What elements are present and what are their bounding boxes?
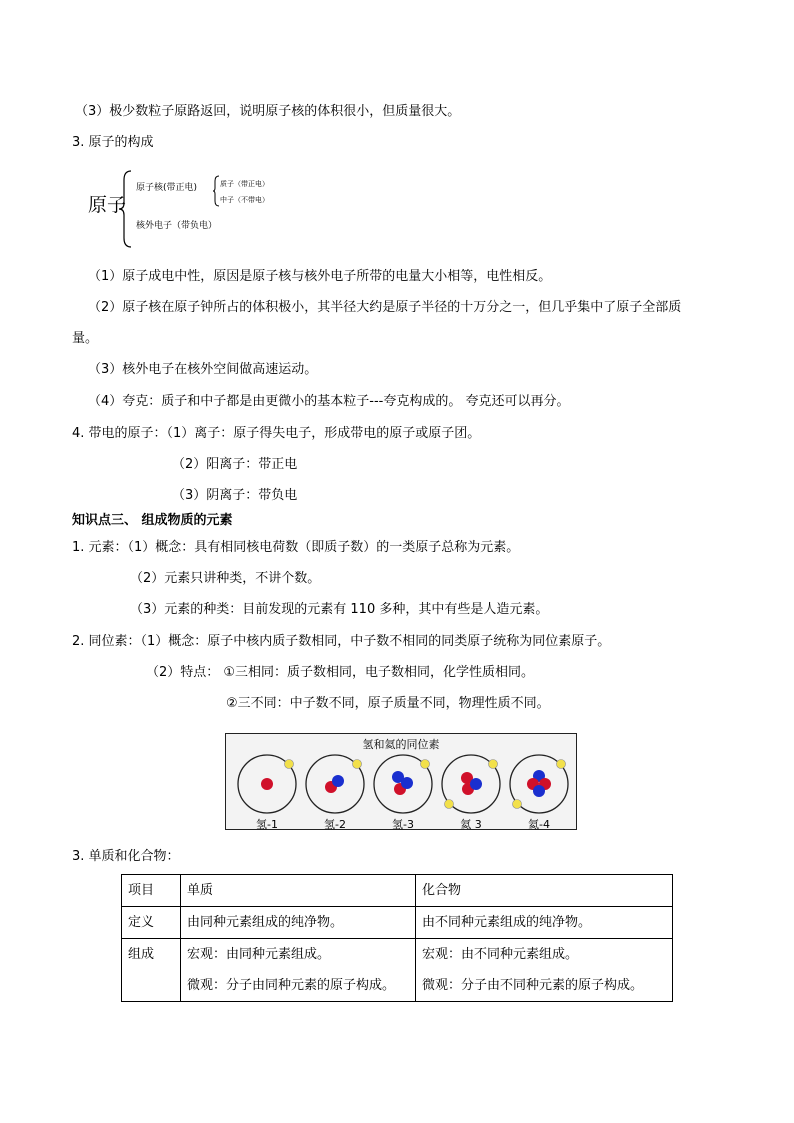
table-cell: 由同种元素组成的纯净物。 <box>181 907 416 939</box>
atom-hydrogen-2 <box>302 751 368 817</box>
line-anion: （3）阴离子：带负电 <box>172 488 298 503</box>
line-atom-3: （3）核外电子在核外空间做高速运动。 <box>88 362 318 377</box>
atom-label: 氢-1 <box>256 818 278 831</box>
line-substances-heading: 3. 单质和化合物： <box>72 849 180 864</box>
big-brace-icon <box>118 170 132 248</box>
table-cell: 定义 <box>122 907 181 939</box>
small-brace-icon <box>212 175 220 207</box>
heading-atom-structure: 3. 原子的构成 <box>72 135 154 150</box>
electron-label: 核外电子（带负电） <box>136 221 218 231</box>
atom-label: 氦-4 <box>528 818 550 831</box>
line-isotope-2: （2）特点： ①三相同：质子数相同，电子数相同，化学性质相同。 <box>146 665 535 680</box>
line-element-2: （2）元素只讲种类，不讲个数。 <box>130 571 321 586</box>
proton-label: 质子（带正电） <box>220 180 269 188</box>
atom-label: 氦 3 <box>460 818 482 831</box>
table-header-cell: 项目 <box>122 875 181 907</box>
atom-hydrogen-3-icon <box>370 751 436 817</box>
substance-comparison-table <box>121 874 673 1002</box>
line-rutherford-3: （3）极少数粒子原路返回，说明原子核的体积很小，但质量很大。 <box>75 104 461 119</box>
line-element-1: 1. 元素：（1）概念：具有相同核电荷数（即质子数）的一类原子总称为元素。 <box>72 540 520 555</box>
isotope-figure-title: 氢和氦的同位素 <box>362 738 440 751</box>
table-row <box>122 939 673 1002</box>
atom-label: 氢-3 <box>392 818 414 831</box>
isotope-figure <box>225 733 577 830</box>
line-isotope-3: ②三不同：中子数不同，原子质量不同，物理性质不同。 <box>226 696 550 711</box>
table-header-cell: 单质 <box>181 875 416 907</box>
table-header-row <box>122 875 673 907</box>
line-cation: （2）阳离子：带正电 <box>172 457 298 472</box>
nucleus-label: 原子核(带正电) <box>136 183 198 193</box>
atom-helium-3 <box>438 751 504 817</box>
line-isotope-1: 2. 同位素：（1）概念：原子中核内质子数相同，中子数不相同的同类原子统称为同位素原子。 <box>72 634 611 649</box>
atom-label: 氢-2 <box>324 818 346 831</box>
section-title-elements: 知识点三、 组成物质的元素 <box>72 513 233 528</box>
atom-hydrogen-3 <box>370 751 436 817</box>
line-element-3: （3）元素的种类：目前发现的元素有 110 多种，其中有些是人造元素。 <box>130 602 549 617</box>
line-atom-1: （1）原子成电中性，原因是原子核与核外电子所带的电量大小相等，电性相反。 <box>88 269 552 284</box>
atom-helium-4-icon <box>506 751 572 817</box>
line-atom-2: （2）原子核在原子钟所占的体积极小，其半径大约是原子半径的十万分之一，但几乎集中了原子全部质 <box>88 300 682 315</box>
table-cell: 宏观：由不同种元素组成。 微观：分子由不同种元素的原子构成。 <box>416 939 673 1002</box>
atom-helium-4 <box>506 751 572 817</box>
table-cell: 由不同种元素组成的纯净物。 <box>416 907 673 939</box>
neutron-label: 中子（不带电） <box>220 196 269 204</box>
line-ions-heading: 4. 带电的原子：（1）离子：原子得失电子，形成带电的原子或原子团。 <box>72 426 481 441</box>
table-header-cell: 化合物 <box>416 875 673 907</box>
atom-helium-3-icon <box>438 751 504 817</box>
table-cell: 宏观：由同种元素组成。 微观：分子由同种元素的原子构成。 <box>181 939 416 1002</box>
atom-hydrogen-1 <box>234 751 300 817</box>
table-row <box>122 907 673 939</box>
atom-hydrogen-1-icon <box>234 751 300 817</box>
line-atom-4: （4）夸克：质子和中子都是由更微小的基本粒子---夸克构成的。 夸克还可以再分。 <box>88 394 570 409</box>
table-cell: 组成 <box>122 939 181 1002</box>
atom-hydrogen-2-icon <box>302 751 368 817</box>
atom-root-label: 原子 <box>88 194 127 216</box>
line-atom-2-cont: 量。 <box>72 331 99 346</box>
